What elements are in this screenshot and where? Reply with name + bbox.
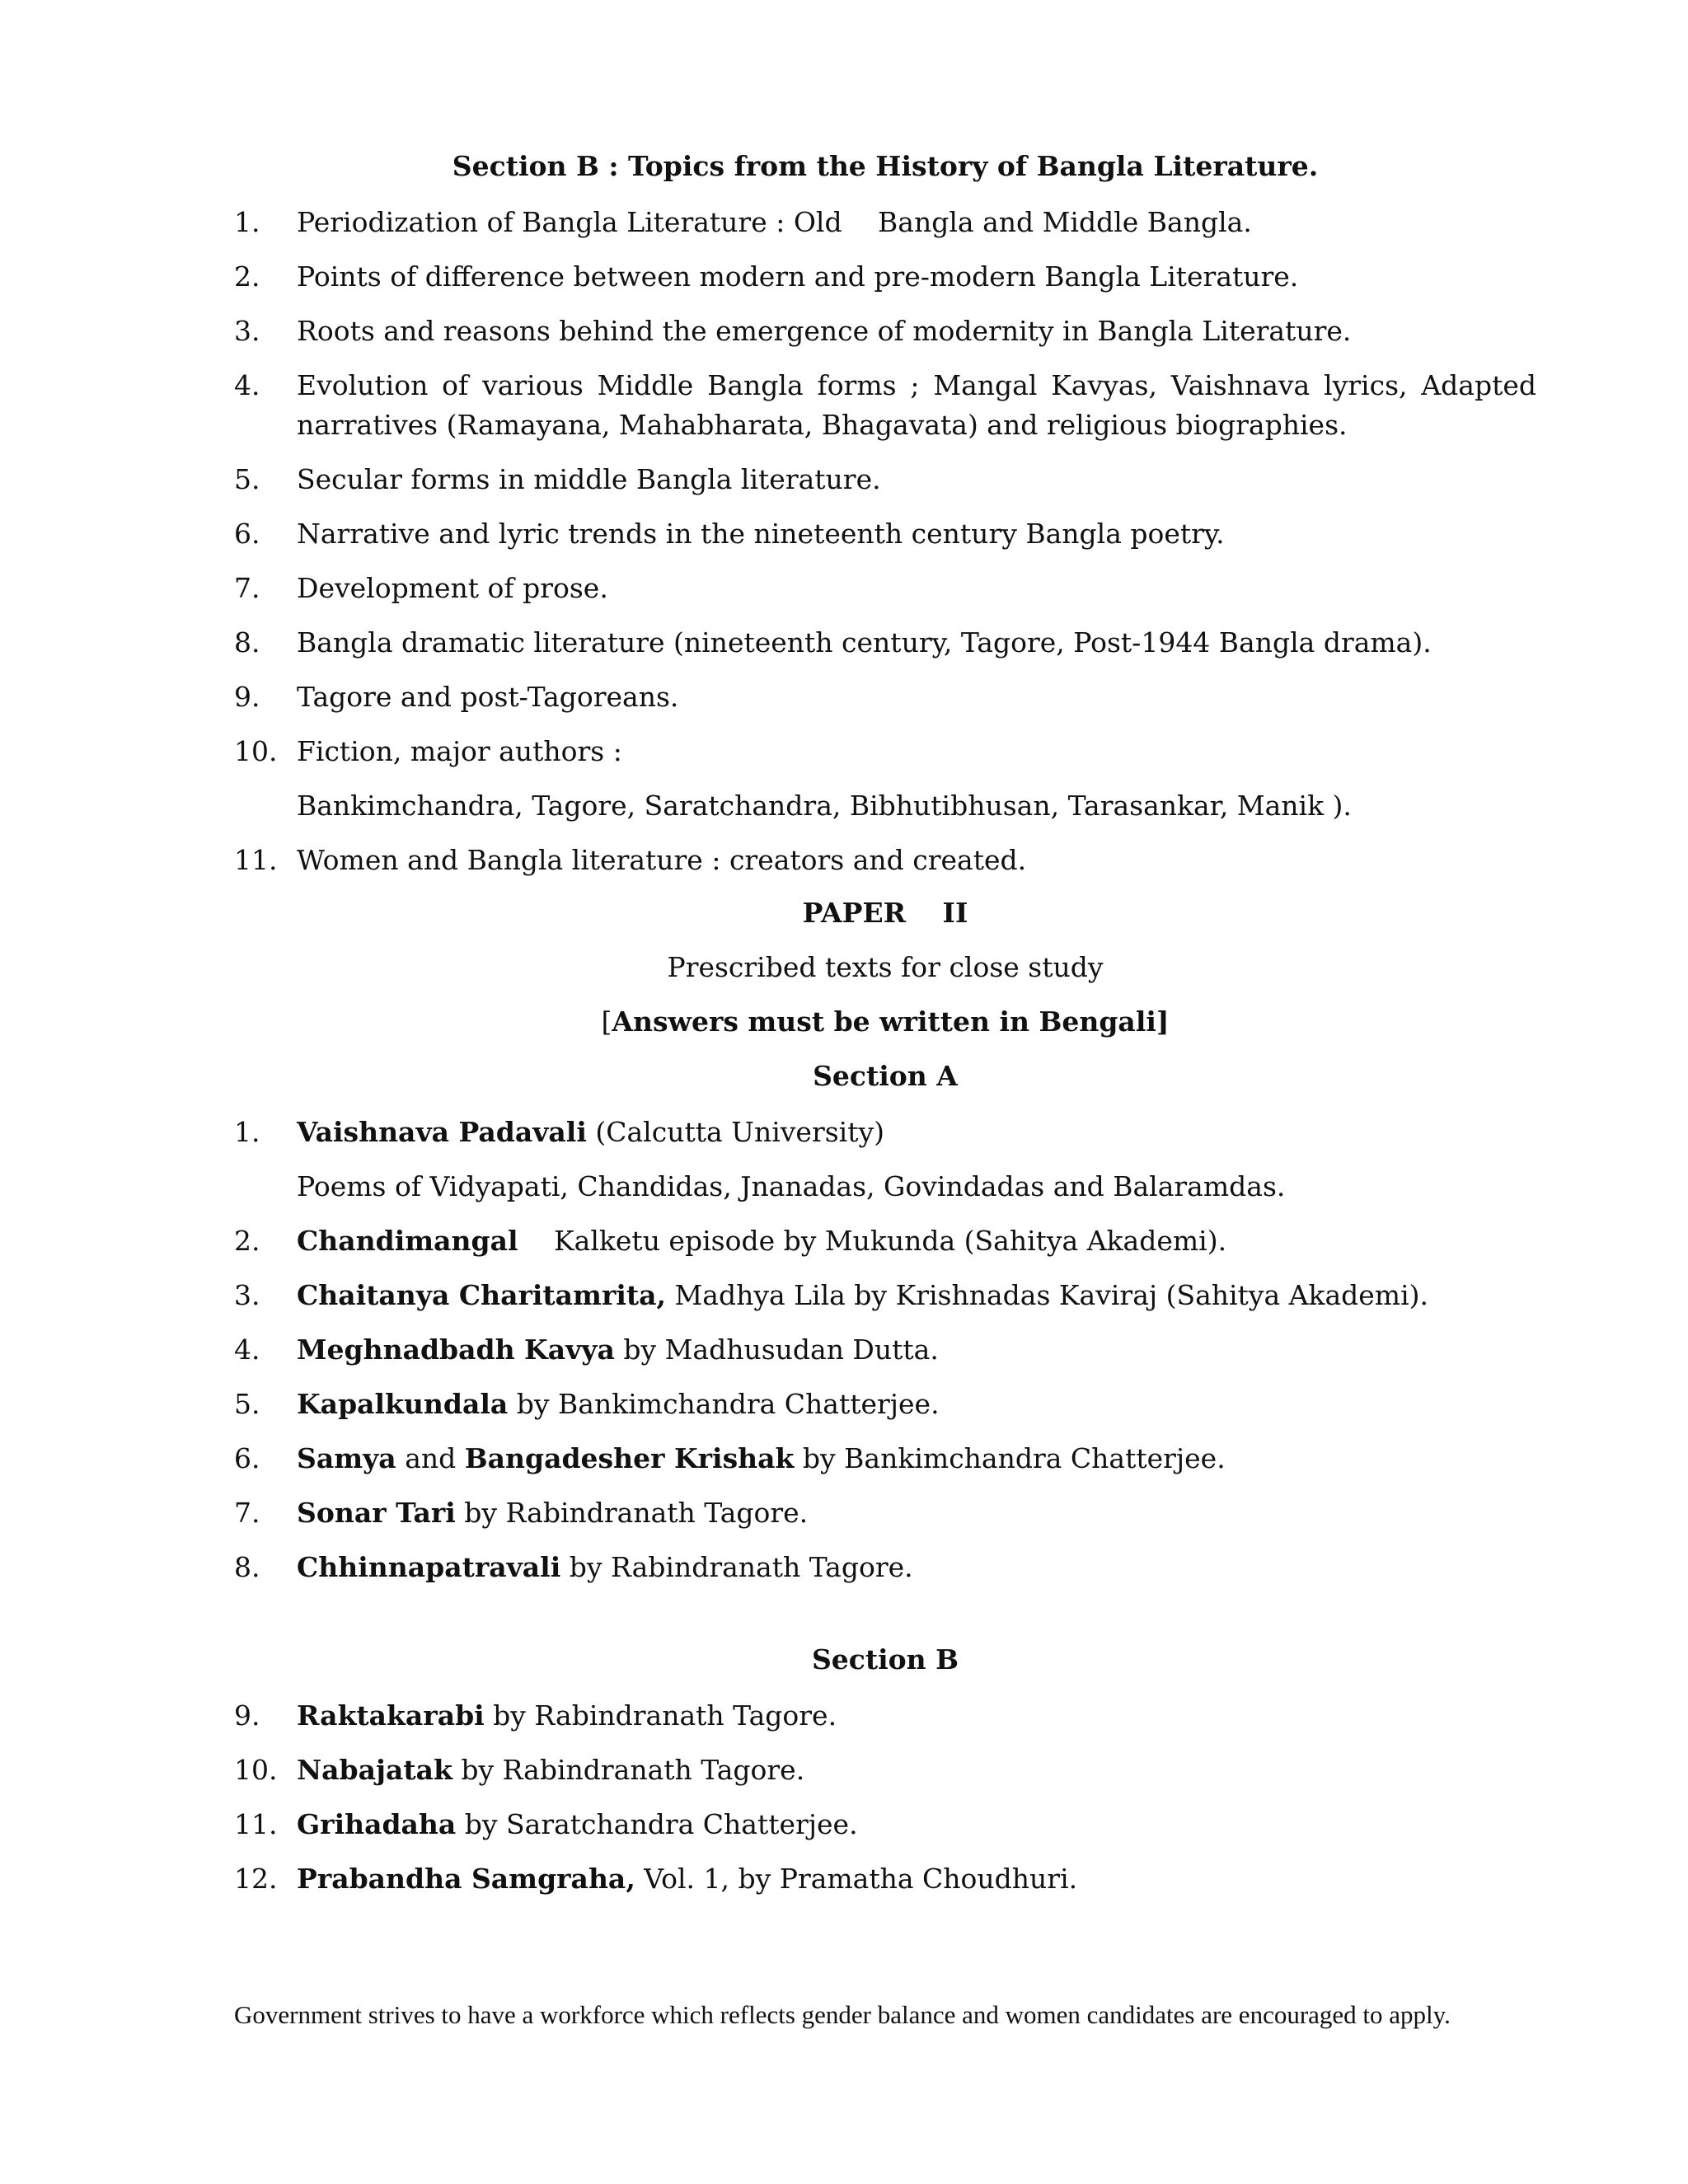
section-b-texts-heading: Section B [811,1643,959,1675]
document-page [234,148,1536,1914]
list-item-continuation: Poems of Vidyapati, Chandidas, Jnanadas, Govindadas and Balaramdas. [297,1170,1286,1202]
list-item: 9. Raktakarabi by Rabindranath Tagore. [234,1699,837,1732]
list-item: 3. Chaitanya Charitamrita, Madhya Lila by Krishnadas Kaviraj (Sahitya Akademi). [234,1279,1428,1311]
list-item: 4. Evolution of various Middle Bangla forms ; Mangal Kavyas, Vaishnava lyrics, Adapted narratives (Ramayana, Mahabharata, Bhagavata) and religious biographies. [234,369,1536,441]
section-a-heading: Section A [813,1060,958,1092]
list-item: 10. Fiction, major authors : [234,735,622,767]
list-item: 5. Kapalkundala by Bankimchandra Chatterjee. [234,1388,940,1420]
paper-subtitle: Prescribed texts for close study [667,951,1104,983]
paper-note: [Answers must be written in Bengali] [601,1005,1170,1038]
list-item: 7. Development of prose. [234,572,608,604]
spacer [234,1602,1536,1642]
list-item: 2. Points of difference between modern and pre-modern Bangla Literature. [234,260,1299,293]
list-item: 3. Roots and reasons behind the emergence of modernity in Bangla Literature. [234,315,1352,347]
list-item: 1. Periodization of Bangla Literature : Old Bangla and Middle Bangla. [234,206,1252,238]
list-item: 8. Chhinnapatravali by Rabindranath Tagore. [234,1551,913,1583]
list-item: 12. Prabandha Samgraha, Vol. 1, by Pramatha Choudhuri. [234,1863,1078,1895]
list-item: 4. Meghnadbadh Kavya by Madhusudan Dutta. [234,1333,939,1366]
list-item: 6. Narrative and lyric trends in the nineteenth century Bangla poetry. [234,518,1225,550]
paper-title: PAPER II [802,897,968,929]
list-item: 6. Samya and Bangadesher Krishak by Bankimchandra Chatterjee. [234,1442,1226,1474]
list-item: 7. Sonar Tari by Rabindranath Tagore. [234,1497,809,1529]
list-item: 10. Nabajatak by Rabindranath Tagore. [234,1754,805,1786]
list-item: 5. Secular forms in middle Bangla literature. [234,463,881,495]
list-item: 11. Women and Bangla literature : creators and created. [234,844,1027,876]
list-item: 8. Bangla dramatic literature (nineteenth century, Tagore, Post-1944 Bangla drama). [234,626,1432,658]
footer-note: Government strives to have a workforce which reflects gender balance and women candidates are encouraged to apply. [234,2000,1451,2029]
list-item-continuation: Bankimchandra, Tagore, Saratchandra, Bibhutibhusan, Tarasankar, Manik ). [297,790,1352,822]
list-item: 11. Grihadaha by Saratchandra Chatterjee. [234,1808,858,1840]
list-item: 9. Tagore and post-Tagoreans. [234,681,679,713]
section-b-history-heading: Section B : Topics from the History of Bangla Literature. [452,150,1319,182]
list-item: 2. Chandimangal Kalketu episode by Mukunda (Sahitya Akademi). [234,1225,1227,1257]
list-item: 1. Vaishnava Padavali (Calcutta University) [234,1116,884,1148]
